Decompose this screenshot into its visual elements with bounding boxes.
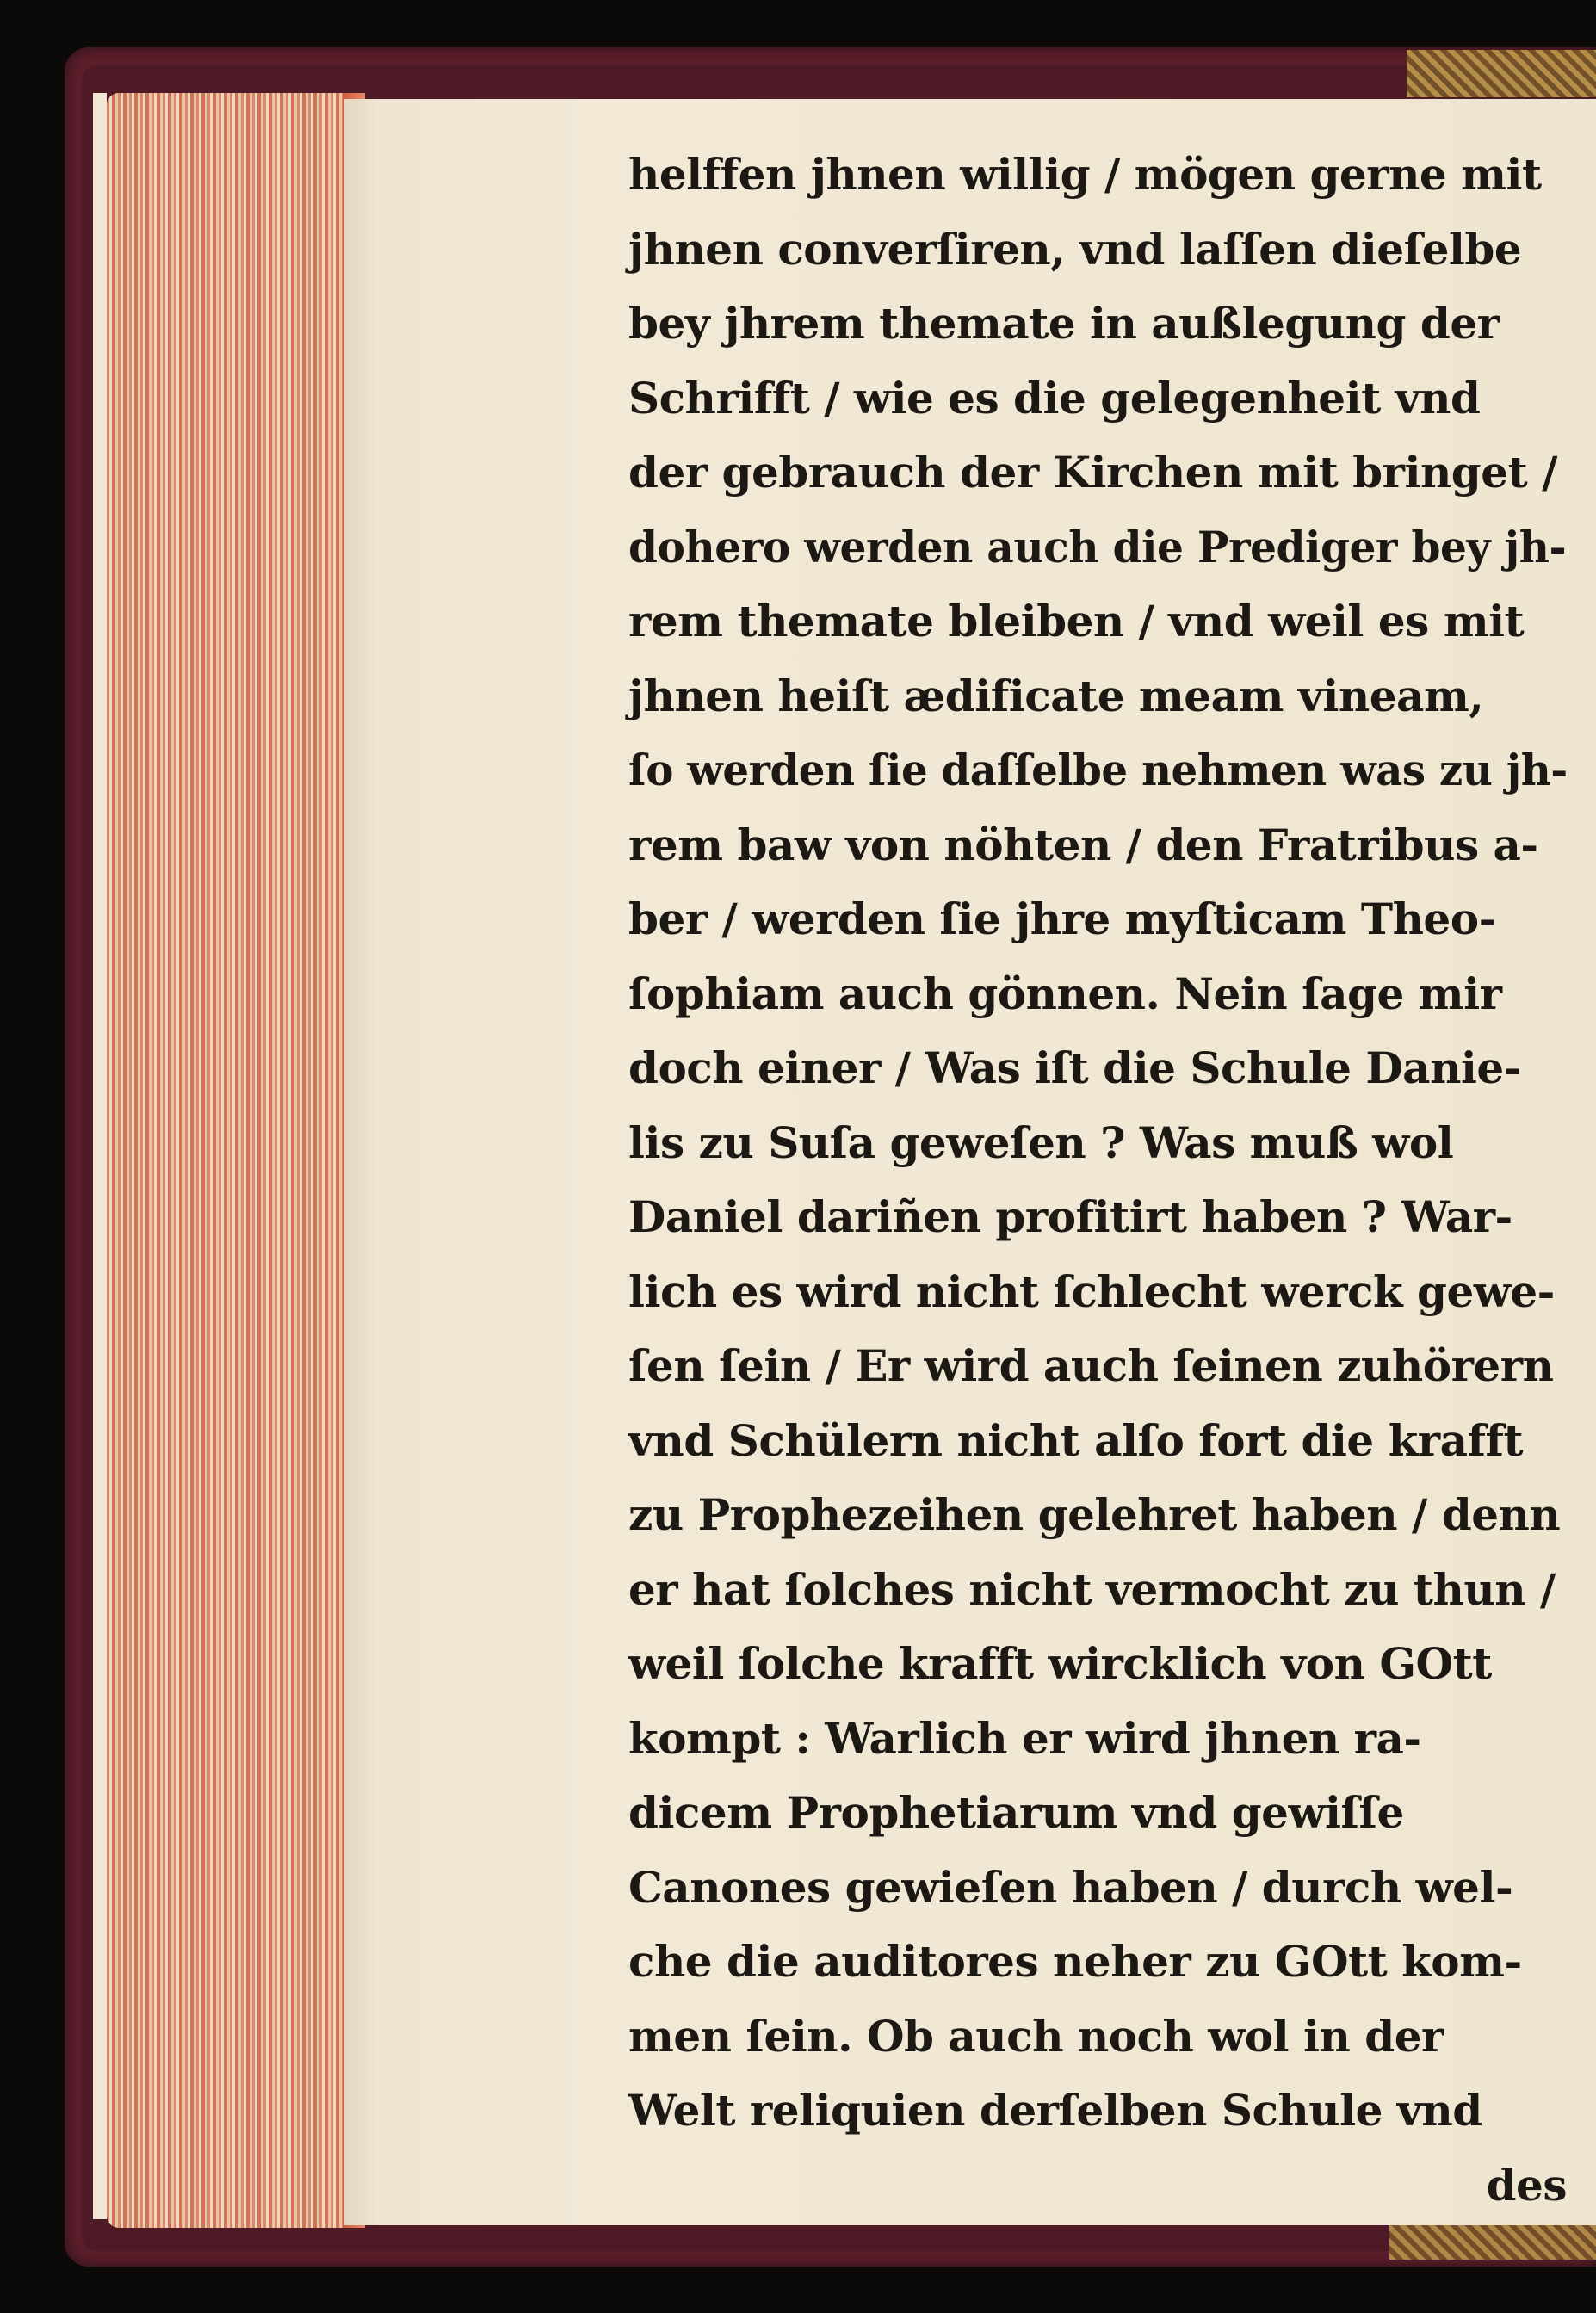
text-line: lich es wird nicht ſchlecht werck gewe-	[628, 1265, 1555, 1317]
text-line: men ſein. Ob auch noch wol in der	[628, 2010, 1444, 2062]
text-line: ber / werden ſie jhre myſticam Theo-	[628, 894, 1496, 944]
text-line: ſophiam auch gönnen. Nein ſage mir	[628, 968, 1502, 1019]
page-edges	[107, 93, 365, 2228]
text-line: er hat ſolches nicht vermocht zu thun /	[628, 1563, 1556, 1615]
text-line: lis zu Suſa geweſen ? Was muß wol	[628, 1116, 1454, 1168]
text-line: jhnen heiſt ædificate meam vineam,	[628, 670, 1484, 721]
text-line: kompt : Warlich er wird jhnen ra-	[628, 1712, 1421, 1764]
endpaper	[93, 93, 107, 2219]
text-line: helffen jhnen willig / mögen gerne mit	[628, 149, 1542, 200]
text-line: dicem Prophetiarum vnd gewiſſe	[628, 1787, 1404, 1838]
text-line: doch einer / Was iſt die Schule Danie-	[628, 1042, 1521, 1093]
text-line: jhnen converſiren, vnd laſſen dieſelbe	[628, 223, 1522, 275]
footband	[1389, 2225, 1596, 2260]
text-line: ſen ſein / Er wird auch ſeinen zuhörern	[628, 1340, 1554, 1391]
text-line: Canones gewieſen haben / durch wel-	[628, 1861, 1513, 1913]
text-line: zu Prophezeihen gelehret haben / denn	[628, 1489, 1561, 1540]
text-line: rem baw von nöhten / den Fratribus a-	[628, 819, 1538, 870]
text-line: dohero werden auch die Prediger bey jh-	[628, 521, 1567, 572]
text-line: Schrifft / wie es die gelegenheit vnd	[628, 372, 1481, 424]
text-line: der gebrauch der Kirchen mit bringet /	[628, 447, 1557, 498]
catchword: des	[1486, 2159, 1567, 2211]
text-line: weil ſolche krafft wircklich von GOtt	[628, 1638, 1492, 1689]
text-line: ſo werden ſie daſſelbe nehmen was zu jh-	[628, 745, 1568, 795]
text-line: Welt reliquien derſelben Schule vnd	[628, 2085, 1482, 2136]
text-line: bey jhrem themate in außlegung der	[628, 298, 1500, 349]
text-line: Daniel dariñen profitirt haben ? War-	[628, 1191, 1512, 1242]
headband	[1407, 50, 1596, 97]
text-line: rem themate bleiben / vnd weil es mit	[628, 596, 1525, 646]
page-text-block	[628, 138, 1575, 2223]
text-line: che die auditores neher zu GOtt kom-	[628, 1936, 1522, 1987]
text-line: vnd Schülern nicht alſo fort die krafft	[628, 1414, 1524, 1466]
